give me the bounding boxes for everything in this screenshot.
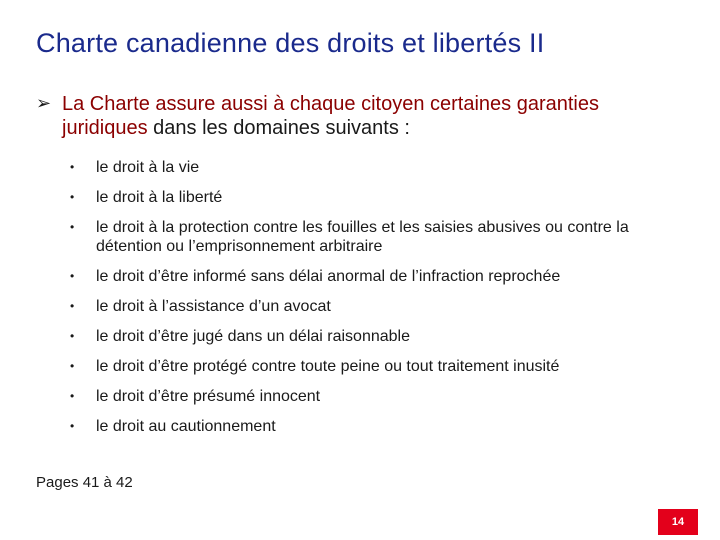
list-item [70,297,680,316]
dot-bullet-icon: • [70,299,75,313]
dot-bullet-icon: • [70,160,75,174]
list-item-text: le droit à la liberté [96,189,223,206]
dot-bullet-icon: • [70,419,75,433]
list-item [70,188,680,207]
dot-bullet-icon: • [70,220,75,234]
main-bullet-text [62,92,676,140]
page-number-badge: 14 [658,509,698,535]
rights-list [70,158,680,447]
dot-bullet-icon: • [70,269,75,283]
dot-bullet-icon: • [70,389,75,403]
list-item [70,218,680,256]
list-item [70,357,680,376]
dot-bullet-icon: • [70,329,75,343]
main-bullet-suffix: dans les domaines suivants : [147,117,410,139]
list-item-text: le droit au cautionnement [96,418,276,435]
list-item [70,158,680,177]
list-item [70,267,680,286]
list-item [70,417,680,436]
list-item-text: le droit à l’assistance d’un avocat [96,298,331,315]
list-item-text: le droit d’être informé sans délai anormal de l’infraction reprochée [96,268,561,285]
arrow-bullet-icon: ➢ [36,93,52,114]
dot-bullet-icon: • [70,190,75,204]
page-reference: Pages 41 à 42 [36,474,133,491]
list-item-text: le droit d’être présumé innocent [96,388,321,405]
list-item-text: le droit à la vie [96,159,200,176]
list-item [70,387,680,406]
list-item-text: le droit d’être jugé dans un délai raisonnable [96,328,410,345]
main-bullet-point [36,92,676,140]
list-item [70,327,680,346]
main-bullet-emphasis: La Charte assure aussi à chaque citoyen certaines garanties juridiques [62,93,599,139]
list-item-text: le droit à la protection contre les fouilles et les saisies abusives ou contre la détention ou l’emprisonnement arbitraire [96,219,629,255]
list-item-text: le droit d’être protégé contre toute peine ou tout traitement inusité [96,358,560,375]
slide-title: Charte canadienne des droits et libertés II [36,28,545,58]
dot-bullet-icon: • [70,359,75,373]
